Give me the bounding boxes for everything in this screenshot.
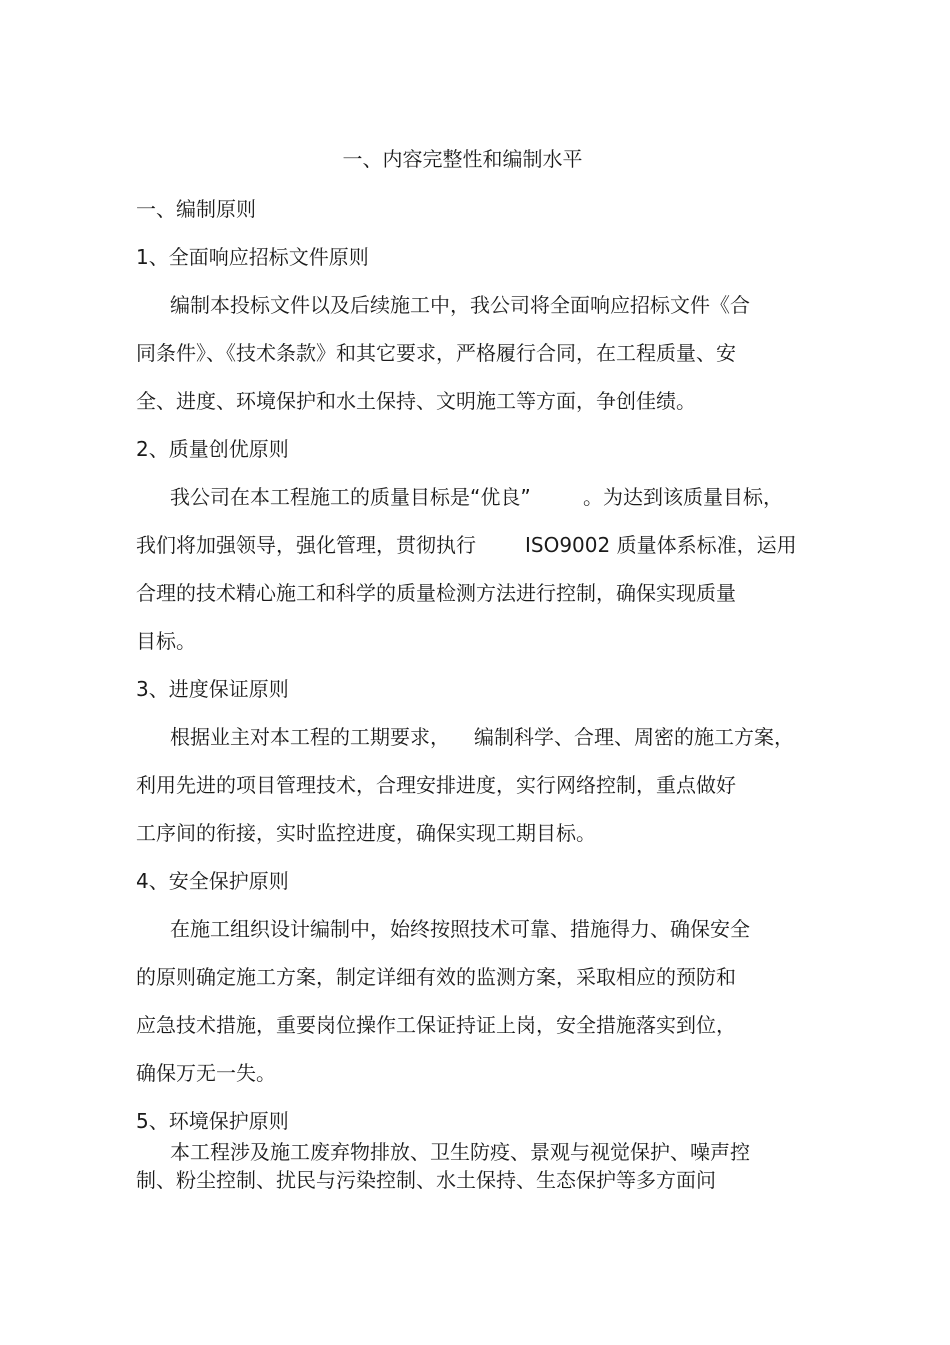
item-heading-2: 2、质量创优原则 [136, 437, 289, 461]
paragraph-line: 全、进度、环境保护和水土保持、文明施工等方面，争创佳绩。 [136, 389, 696, 413]
paragraph-line: 编制本投标文件以及后续施工中，我公司将全面响应招标文件《合 [170, 293, 750, 317]
page-title: 一、内容完整性和编制水平 [342, 147, 583, 171]
paragraph-line: 本工程涉及施工废弃物排放、卫生防疫、景观与视觉保护、噪声控 [170, 1140, 750, 1164]
paragraph-line: 在施工组织设计编制中，始终按照技术可靠、措施得力、确保安全 [170, 917, 750, 941]
paragraph-line: 合理的技术精心施工和科学的质量检测方法进行控制，确保实现质量 [136, 581, 736, 605]
paragraph-line: 利用先进的项目管理技术，合理安排进度，实行网络控制，重点做好 [136, 773, 736, 797]
section-heading: 一、编制原则 [136, 197, 256, 221]
paragraph-line: 。为达到该质量目标， [583, 485, 783, 509]
paragraph-line: 根据业主对本工程的工期要求， [170, 725, 450, 749]
item-heading-5: 5、环境保护原则 [136, 1109, 289, 1133]
paragraph-line: 制、粉尘控制、扰民与污染控制、水土保持、生态保护等多方面问 [136, 1168, 716, 1192]
item-heading-1: 1、全面响应招标文件原则 [136, 245, 369, 269]
item-heading-4: 4、安全保护原则 [136, 869, 289, 893]
paragraph-line: ISO9002 质量体系标准，运用 [525, 533, 797, 557]
paragraph-line: 目标。 [136, 629, 196, 653]
paragraph-line: 我们将加强领导，强化管理，贯彻执行 [136, 533, 476, 557]
paragraph-line: 确保万无一失。 [136, 1061, 276, 1085]
paragraph-line: 同条件》、《技术条款》和其它要求，严格履行合同，在工程质量、安 [136, 341, 736, 365]
paragraph-line: 的原则确定施工方案，制定详细有效的监测方案，采取相应的预防和 [136, 965, 736, 989]
paragraph-line: 应急技术措施，重要岗位操作工保证持证上岗，安全措施落实到位， [136, 1013, 736, 1037]
paragraph-line: 我公司在本工程施工的质量目标是“优良” [170, 485, 531, 509]
item-heading-3: 3、进度保证原则 [136, 677, 289, 701]
paragraph-line: 编制科学、合理、周密的施工方案， [474, 725, 794, 749]
paragraph-line: 工序间的衔接，实时监控进度，确保实现工期目标。 [136, 821, 596, 845]
